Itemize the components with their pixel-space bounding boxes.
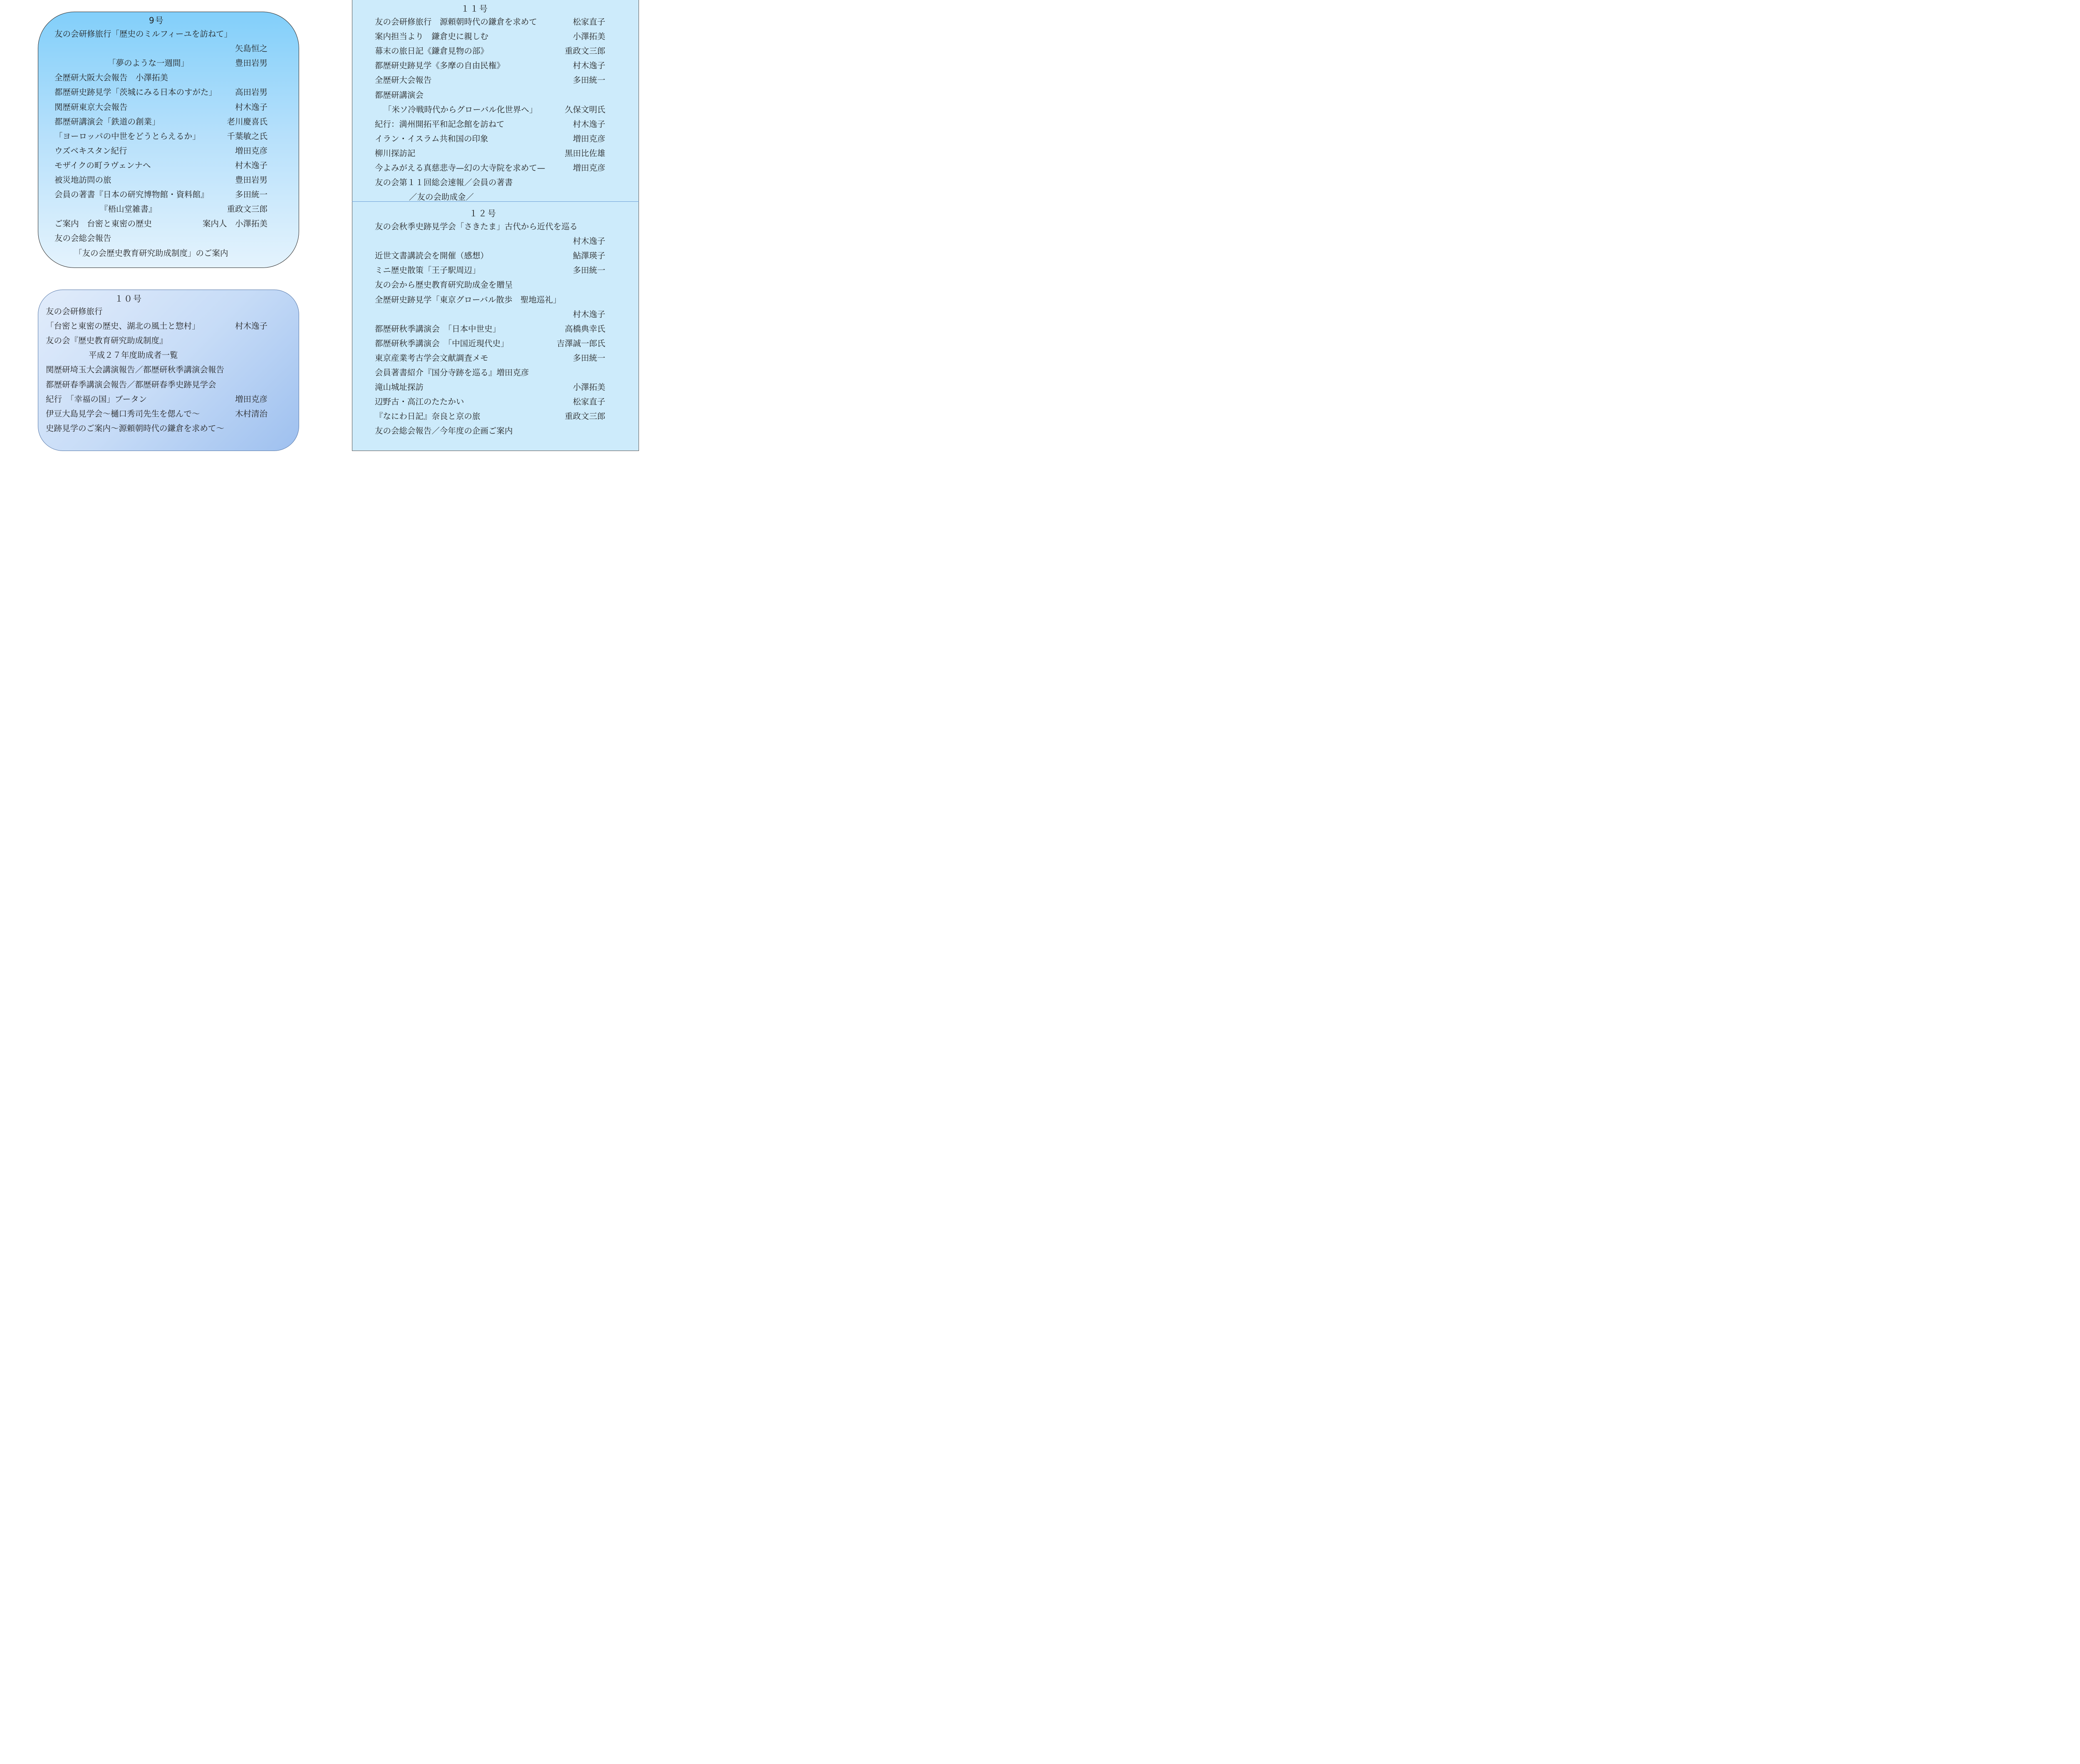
article-title: 全歴研大阪大会報告 小澤拓美 xyxy=(54,73,168,82)
article-title: ウズベキスタン紀行 xyxy=(54,146,127,156)
article-title: 『梧山堂雑書』 xyxy=(100,204,157,214)
article-author: 黒田比佐雄 xyxy=(565,149,605,158)
issue-9-title: 9号 xyxy=(149,15,164,25)
article-author: 松家直子 xyxy=(572,17,605,27)
article-title: 都歴研史跡見学「茨城にみる日本のすがた」 xyxy=(54,87,217,97)
article-author: 小澤拓美 xyxy=(572,32,605,41)
article-title: 友の会第１１回総会速報／会員の著書 xyxy=(375,178,513,187)
article-title: 『なにわ日記』奈良と京の旅 xyxy=(375,411,480,421)
article-title: 「夢のような一週間」 xyxy=(108,58,189,68)
article-author: 多田統一 xyxy=(572,265,605,275)
article-title: 都歴研史跡見学《多摩の自由民権》 xyxy=(375,61,505,70)
article-author: 村木逸子 xyxy=(235,321,267,331)
article-author: 豊田岩男 xyxy=(235,175,267,185)
article-author: 増田克彦 xyxy=(572,163,605,173)
article-title: 都歴研春季講演会報告／都歴研春季史跡見学会 xyxy=(46,380,216,389)
article-title: 「ヨーロッパの中世をどうとらえるか」 xyxy=(54,131,201,141)
article-title: 柳川探訪記 xyxy=(375,149,416,158)
article-title: 都歴研講演会 xyxy=(375,90,424,100)
issue-12-title: １２号 xyxy=(469,208,497,218)
article-title: 全歴研大会報告 xyxy=(375,75,432,85)
article-title: 平成２７年度助成者一覧 xyxy=(89,350,178,360)
article-title: 案内担当より 鎌倉史に親しむ xyxy=(375,32,489,41)
article-title: ミニ歴史散策「王子駅周辺」 xyxy=(375,265,480,275)
article-title: 友の会研修旅行 xyxy=(46,307,103,316)
article-title: 会員の著書『日本の研究博物館・資料館』 xyxy=(54,190,209,199)
article-author: 小澤拓美 xyxy=(572,382,605,392)
issue-11-title: １１号 xyxy=(461,4,488,14)
issue-10-title: １０号 xyxy=(115,294,142,304)
article-author: 老川慶喜氏 xyxy=(227,117,267,126)
article-title: 友の会『歴史教育研究助成制度』 xyxy=(46,336,168,345)
article-author: 松家直子 xyxy=(572,397,605,406)
article-author: 高橋典幸氏 xyxy=(565,324,605,334)
article-title: 今よみがえる真慈悲寺—幻の大寺院を求めて— xyxy=(375,163,545,173)
article-author: 増田克彦 xyxy=(235,394,267,404)
article-title: 友の会研修旅行 源頼朝時代の鎌倉を求めて xyxy=(375,17,537,27)
article-title: 都歴研秋季講演会 「中国近現代史」 xyxy=(375,339,509,348)
article-author: 鮎澤瑛子 xyxy=(572,251,605,260)
article-title: 伊豆大島見学会～樋口秀司先生を偲んで～ xyxy=(46,409,200,419)
article-author: 千葉敏之氏 xyxy=(227,131,267,141)
article-title: 会員著書紹介『国分寺跡を巡る』増田克彦 xyxy=(375,368,529,377)
article-title: 全歴研史跡見学「東京グローバル散歩 聖地巡礼」 xyxy=(375,295,561,305)
article-author: 吉澤誠一郎氏 xyxy=(556,339,605,348)
article-author: 豊田岩男 xyxy=(235,58,267,68)
article-title: 紀行 「幸福の国」ブータン xyxy=(46,394,147,404)
article-title: 辺野古・高江のたたかい xyxy=(375,397,464,406)
article-title: 史跡見学のご案内～源頼朝時代の鎌倉を求めて～ xyxy=(46,424,225,433)
article-title: 友の会研修旅行「歴史のミルフィーユを訪ねて」 xyxy=(54,29,232,39)
article-title: 紀行：満州開拓平和記念館を訪ねて xyxy=(375,119,505,129)
article-title: 被災地訪問の旅 xyxy=(54,175,111,185)
article-author: 村木逸子 xyxy=(572,310,605,319)
article-title: モザイクの町ラヴェンナへ xyxy=(54,161,151,170)
article-author: 多田統一 xyxy=(235,190,267,199)
article-title: 「台密と東密の歴史、湖北の風土と惣村」 xyxy=(46,321,200,331)
article-title: 近世文書講読会を開催（感想） xyxy=(375,251,489,260)
issue-divider xyxy=(352,201,639,202)
article-title: 都歴研秋季講演会 「日本中世史」 xyxy=(375,324,501,334)
article-author: 村木逸子 xyxy=(235,102,267,112)
article-title: 東京産業考古学会文献調査メモ xyxy=(375,353,489,363)
article-author: 村木逸子 xyxy=(572,236,605,246)
article-author: 村木逸子 xyxy=(235,161,267,170)
article-author: 増田克彦 xyxy=(572,134,605,144)
article-title: 友の会総会報告 xyxy=(54,233,111,243)
article-title: 滝山城址探訪 xyxy=(375,382,424,392)
article-title: 友の会秋季史跡見学会「さきたま」古代から近代を巡る xyxy=(375,222,578,231)
article-title: 幕末の旅日記《鎌倉見物の部》 xyxy=(375,46,489,56)
article-author: 多田統一 xyxy=(572,353,605,363)
article-author: 重政文三郎 xyxy=(565,411,605,421)
article-title: 「友の会歴史教育研究助成制度」のご案内 xyxy=(74,248,228,258)
article-title: ご案内 台密と東密の歴史 xyxy=(54,219,152,228)
article-author: 重政文三郎 xyxy=(227,204,267,214)
article-author: 村木逸子 xyxy=(572,61,605,70)
article-title: 関歴研埼玉大会講演報告／都歴研秋季講演会報告 xyxy=(46,365,225,374)
article-author: 村木逸子 xyxy=(572,119,605,129)
article-title: 関歴研東京大会報告 xyxy=(54,102,128,112)
article-author: 案内人 小澤拓美 xyxy=(202,219,267,228)
article-title: 「米ソ冷戦時代からグローバル化世界へ」 xyxy=(384,105,537,114)
article-author: 多田統一 xyxy=(572,75,605,85)
article-author: 矢島恒之 xyxy=(235,44,267,53)
article-title: 都歴研講演会「鉄道の創業」 xyxy=(54,117,160,126)
article-title: イラン・イスラム共和国の印象 xyxy=(375,134,488,144)
article-author: 増田克彦 xyxy=(235,146,267,156)
article-title: 友の会から歴史教育研究助成金を贈呈 xyxy=(375,280,513,290)
article-author: 高田岩男 xyxy=(235,87,267,97)
article-author: 木村清治 xyxy=(235,409,267,419)
article-author: 重政文三郎 xyxy=(565,46,605,56)
article-title: ／友の会助成金／ xyxy=(409,192,474,202)
article-author: 久保文明氏 xyxy=(565,105,605,114)
article-title: 友の会総会報告／今年度の企画ご案内 xyxy=(375,426,513,436)
